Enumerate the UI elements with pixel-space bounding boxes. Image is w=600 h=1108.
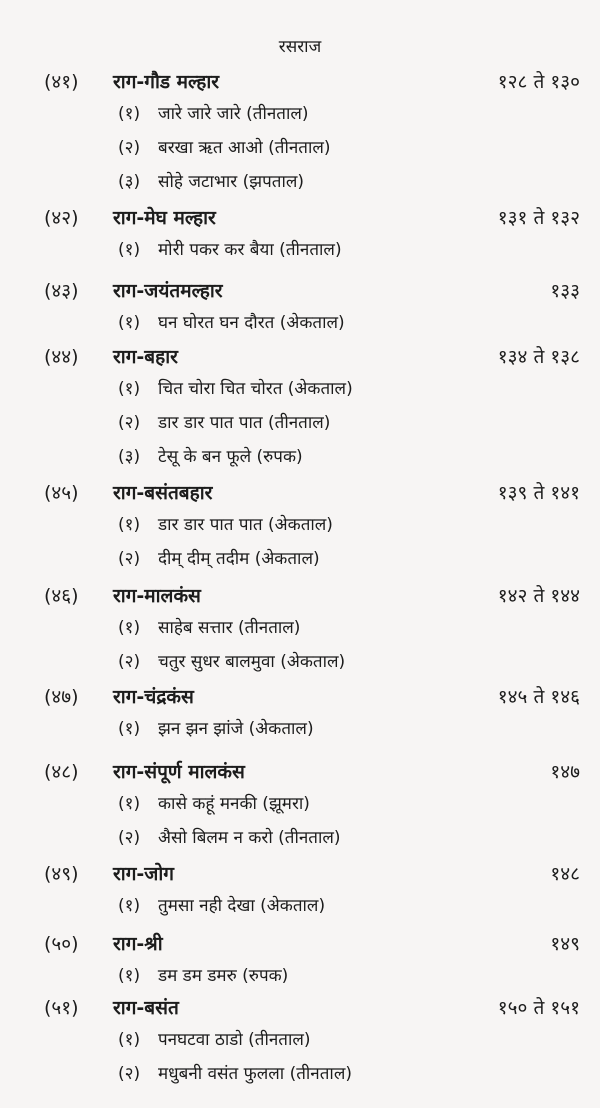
raag-number: (४३) [44, 280, 79, 302]
raag-name: राग-गौड मल्हार [113, 71, 220, 93]
raag-heading-row [0, 204, 600, 232]
raag-heading-row [0, 277, 600, 305]
page-range: १४२ ते १४४ [497, 585, 580, 607]
song-title: झन झन झांजे (अेकताल) [158, 719, 314, 739]
song-number: (२) [118, 652, 141, 672]
song-item [118, 1027, 311, 1053]
song-item [118, 893, 325, 919]
raag-name: राग-बसंत [113, 997, 179, 1019]
song-item [118, 825, 341, 851]
raag-number: (४२) [44, 207, 79, 229]
page-header: रसराज [278, 37, 322, 57]
raag-name: राग-जयंतमल्हार [113, 280, 223, 302]
song-title: टेसू के बन फूले (रुपक) [158, 447, 303, 467]
song-item [118, 169, 304, 195]
song-item [118, 237, 342, 263]
raag-number: (४४) [44, 346, 79, 368]
page-range: १३१ ते १३२ [497, 207, 580, 229]
page-range: १४९ [550, 933, 580, 955]
song-number: (३) [118, 172, 141, 192]
song-title: मोरी पकर कर बैया (तीनताल) [158, 240, 342, 260]
page-range: १३९ ते १४१ [497, 482, 580, 504]
raag-heading-row [0, 758, 600, 786]
song-item [118, 1061, 352, 1087]
song-title: मधुबनी वसंत फुलला (तीनताल) [158, 1064, 352, 1084]
song-title: साहेब सत्तार (तीनताल) [158, 618, 301, 638]
raag-number: (४६) [44, 585, 79, 607]
raag-heading-row [0, 68, 600, 96]
song-number: (१) [118, 104, 141, 124]
song-number: (१) [118, 966, 141, 986]
song-title: जारे जारे जारे (तीनताल) [158, 104, 309, 124]
page-range: १५० ते १५१ [497, 997, 580, 1019]
raag-number: (४७) [44, 686, 79, 708]
song-number: (१) [118, 618, 141, 638]
song-item [118, 512, 333, 538]
song-title: बरखा ऋत आओ (तीनताल) [158, 138, 331, 158]
raag-number: (४९) [44, 863, 79, 885]
song-title: तुमसा नही देखा (अेकताल) [158, 896, 326, 916]
song-item [118, 716, 314, 742]
song-number: (२) [118, 138, 141, 158]
song-item [118, 410, 330, 436]
song-number: (३) [118, 447, 141, 467]
song-title: डार डार पात पात (अेकताल) [158, 515, 333, 535]
song-item [118, 135, 331, 161]
page-range: १४७ [550, 761, 580, 783]
song-title: पनघटवा ठाडो (तीनताल) [158, 1030, 311, 1050]
raag-number: (५०) [44, 933, 79, 955]
song-number: (१) [118, 1030, 141, 1050]
song-title: डम डम डमरु (रुपक) [158, 966, 289, 986]
song-title: कासे कहूं मनकी (झूमरा) [158, 794, 310, 814]
song-item [118, 444, 303, 470]
song-item [118, 649, 345, 675]
raag-name: राग-श्री [113, 933, 163, 955]
raag-name: राग-चंद्रकंस [113, 686, 194, 708]
raag-heading-row [0, 343, 600, 371]
raag-number: (४८) [44, 761, 79, 783]
raag-number: (४१) [44, 71, 79, 93]
raag-heading-row [0, 860, 600, 888]
page-range: १२८ ते १३० [497, 71, 580, 93]
song-item [118, 615, 300, 641]
song-item [118, 310, 345, 336]
song-title: दीम् दीम् तदीम (अेकताल) [158, 549, 320, 569]
raag-heading-row [0, 994, 600, 1022]
raag-heading-row [0, 930, 600, 958]
song-item [118, 101, 309, 127]
raag-name: राग-मेघ मल्हार [113, 207, 216, 229]
song-number: (१) [118, 313, 141, 333]
raag-heading-row [0, 479, 600, 507]
song-number: (१) [118, 379, 141, 399]
song-number: (२) [118, 828, 141, 848]
song-title: चित चोरा चित चोरत (अेकताल) [158, 379, 353, 399]
song-number: (१) [118, 896, 141, 916]
raag-name: राग-जोग [113, 863, 174, 885]
raag-name: राग-बहार [113, 346, 178, 368]
song-number: (१) [118, 794, 141, 814]
song-title: चतुर सुधर बालमुवा (अेकताल) [158, 652, 346, 672]
song-number: (२) [118, 1064, 141, 1084]
page-range: १३३ [550, 280, 580, 302]
raag-number: (४५) [44, 482, 79, 504]
page-range: १३४ ते १३८ [497, 346, 580, 368]
raag-name: राग-मालकंस [113, 585, 201, 607]
song-title: सोहे जटाभार (झपताल) [158, 172, 305, 192]
song-number: (१) [118, 240, 141, 260]
raag-name: राग-संपूर्ण मालकंस [113, 761, 245, 783]
song-title: अैसो बिलम न करो (तीनताल) [158, 828, 341, 848]
song-number: (२) [118, 549, 141, 569]
page-range: १४५ ते १४६ [497, 686, 580, 708]
song-number: (१) [118, 719, 141, 739]
song-title: घन घोरत घन दौरत (अेकताल) [158, 313, 345, 333]
song-number: (१) [118, 515, 141, 535]
song-number: (२) [118, 413, 141, 433]
song-item [118, 963, 288, 989]
song-item [118, 791, 310, 817]
song-title: डार डार पात पात (तीनताल) [158, 413, 331, 433]
raag-heading-row [0, 582, 600, 610]
raag-name: राग-बसंतबहार [113, 482, 213, 504]
song-item [118, 546, 320, 572]
song-item [118, 376, 353, 402]
raag-number: (५१) [44, 997, 79, 1019]
raag-heading-row [0, 683, 600, 711]
page-range: १४८ [550, 863, 580, 885]
